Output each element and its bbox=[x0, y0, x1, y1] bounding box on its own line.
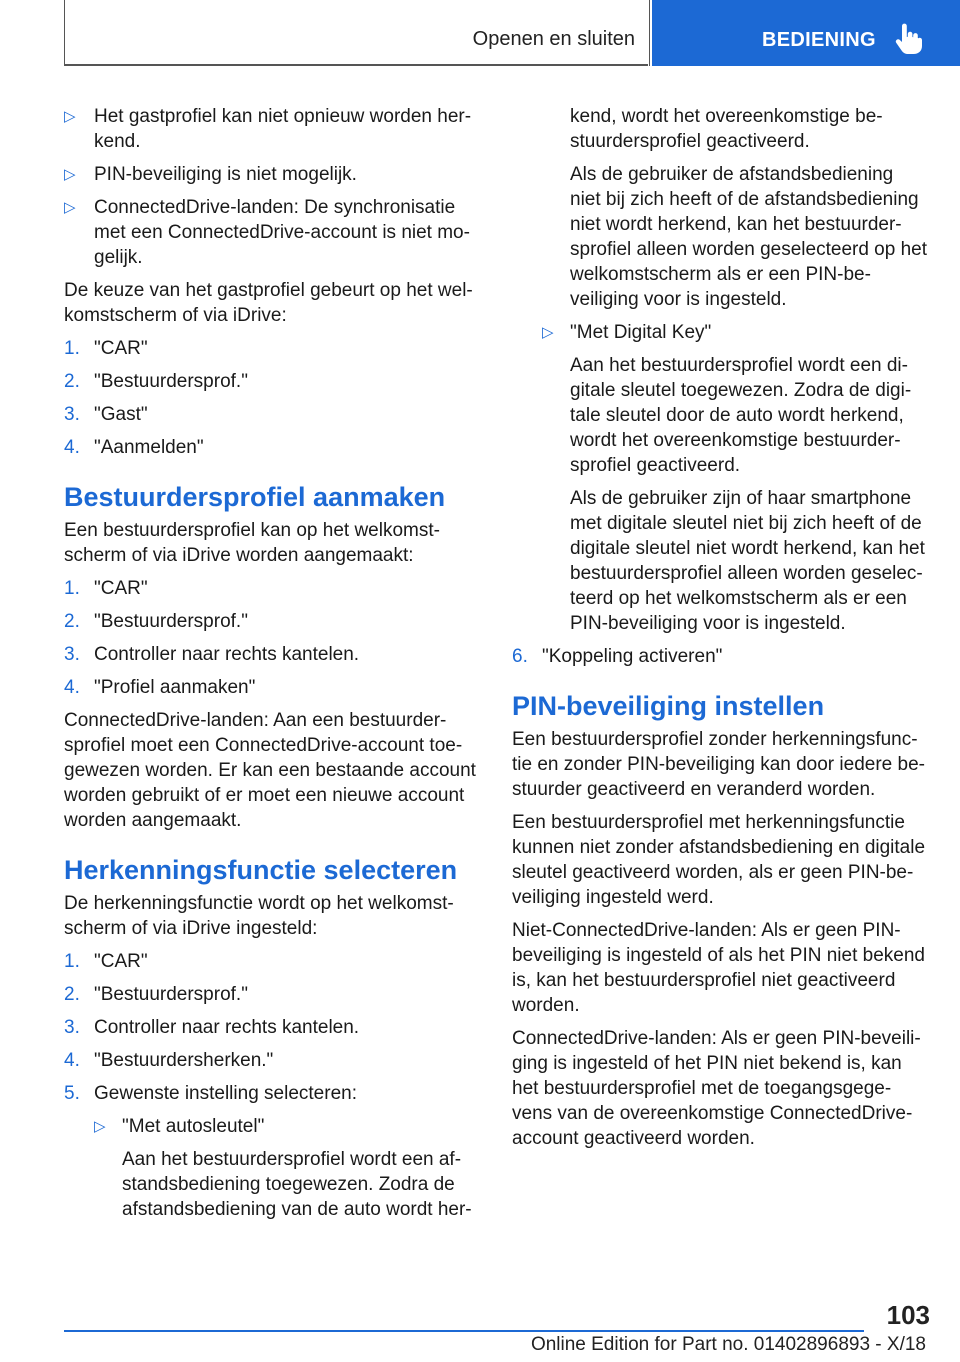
recognition-text: De herkenningsfunctie wordt op het welkomst- scherm of via iDrive ingesteld: bbox=[64, 893, 454, 939]
section-tab bbox=[64, 0, 650, 66]
chapter-title: BEDIENING bbox=[762, 29, 876, 51]
pin-paragraph: Een bestuurdersprofiel zonder herkenningsfunc- tie en zonder PIN-beveiliging kan door iedere be- stuurder geactiveerd en veranderd worden. bbox=[512, 729, 925, 800]
triangle-bullet-icon: ▷ bbox=[64, 166, 76, 183]
step-item: 4. "Bestuurdersherken." bbox=[64, 1050, 274, 1071]
step-item: 1. "CAR" bbox=[64, 338, 148, 359]
triangle-bullet-icon: ▷ bbox=[64, 108, 76, 125]
create-profile-note: ConnectedDrive-landen: Aan een bestuurder- sprofiel moet een ConnectedDrive-account toe- gewezen worden. Er kan een bestaande account worden gebruikt of er moet een nieuwe account worden aangemaakt. bbox=[64, 710, 476, 831]
option-autokey-text: Aan het bestuurdersprofiel wordt een af- standsbediening toegewezen. Zodra de afstandsbediening van de auto wordt her- bbox=[122, 1149, 472, 1220]
edition-note: Online Edition for Part no. 01402896893 - X/18 bbox=[530, 1334, 926, 1355]
step-item: 3. Controller naar rechts kantelen. bbox=[64, 1017, 360, 1038]
section-heading-pin: PIN-beveiliging instellen bbox=[512, 691, 825, 721]
step-item: 2. "Bestuurdersprof." bbox=[64, 984, 248, 1005]
create-profile-text: Een bestuurdersprofiel kan op het welkomst- scherm of via iDrive worden aangemaakt: bbox=[64, 520, 440, 566]
pin-paragraph: Niet-ConnectedDrive-landen: Als er geen PIN- beveiliging is ingesteld of als het PIN niet bekend is, kan het bestuurdersprofiel niet geactiveerd worden. bbox=[512, 920, 925, 1016]
step-item: 4. "Aanmelden" bbox=[64, 437, 204, 458]
section-heading-create-profile: Bestuurdersprofiel aanmaken bbox=[64, 482, 446, 512]
step-item: 3. Controller naar rechts kantelen. bbox=[64, 644, 360, 665]
option-item-autokey: ▷ "Met autosleutel" bbox=[94, 1116, 265, 1137]
list-item: ▷ ConnectedDrive-landen: De synchronisatie met een ConnectedDrive-account is niet mo- gelijk. bbox=[64, 197, 470, 268]
pin-paragraph: Een bestuurdersprofiel met herkenningsfunctie kunnen niet zonder afstandsbediening en digitale sleutel geactiveerd worden, als er geen PIN-be- veiliging ingesteld werd. bbox=[512, 812, 926, 908]
guest-profile-text: De keuze van het gastprofiel gebeurt op het wel- komstscherm of via iDrive: bbox=[64, 280, 473, 326]
triangle-bullet-icon: ▷ bbox=[64, 199, 76, 216]
chapter-tab bbox=[652, 0, 960, 66]
step-item: 2. "Bestuurdersprof." bbox=[64, 371, 248, 392]
autokey-continued: kend, wordt het overeenkomstige be- stuurdersprofiel geactiveerd. bbox=[570, 106, 883, 152]
pin-paragraph: ConnectedDrive-landen: Als er geen PIN-beveili- ging is ingesteld of het PIN niet bekend is, kan het bestuurdersprofiel met de toegangsgege- vens van de overeenkomstige ConnectedDrive- account geactiveerd worden. bbox=[512, 1028, 921, 1149]
hand-pointer-icon bbox=[893, 23, 923, 55]
step-item: 1. "CAR" bbox=[64, 578, 148, 599]
step-item: 2. "Bestuurdersprof." bbox=[64, 611, 248, 632]
triangle-bullet-icon: ▷ bbox=[542, 324, 554, 341]
step-item: 6. "Koppeling activeren" bbox=[512, 646, 723, 667]
step-item: 3. "Gast" bbox=[64, 404, 148, 425]
option-item-digital-key: ▷ "Met Digital Key" bbox=[542, 322, 712, 343]
autokey-note: Als de gebruiker de afstandsbediening niet bij zich heeft of de afstandsbediening niet wordt herkend, kan het bestuurder- sprofiel alleen worden geselecteerd op het welkomstscherm als er een PIN-be- veiliging voor is ingesteld. bbox=[570, 164, 928, 310]
digital-key-text: Aan het bestuurdersprofiel wordt een di- gitale sleutel toegewezen. Zodra de digi- tale sleutel door de auto wordt herkend, wordt het overeenkomstige bestuurder- sprofiel geactiveerd. bbox=[570, 355, 912, 476]
header-rule bbox=[64, 64, 648, 66]
left-column bbox=[64, 104, 480, 1230]
section-heading-recognition: Herkenningsfunctie selecteren bbox=[64, 855, 458, 885]
step-item: 4. "Profiel aanmaken" bbox=[64, 677, 256, 698]
right-column bbox=[512, 104, 928, 1159]
triangle-bullet-icon: ▷ bbox=[94, 1118, 106, 1135]
step-item: 1. "CAR" bbox=[64, 951, 148, 972]
step-item: 5. Gewenste instelling selecteren: bbox=[64, 1083, 357, 1104]
section-title: Openen en sluiten bbox=[472, 28, 635, 50]
list-item: ▷ PIN-beveiliging is niet mogelijk. bbox=[64, 164, 357, 185]
page-number: 103 bbox=[886, 1300, 930, 1330]
footer-rule bbox=[64, 1330, 864, 1332]
list-item: ▷ Het gastprofiel kan niet opnieuw worden her- kend. bbox=[64, 106, 472, 152]
digital-key-note: Als de gebruiker zijn of haar smartphone met digitale sleutel niet bij zich heeft of de digitale sleutel niet wordt herkend, kan het bestuurdersprofiel alleen worden geselec- teerd op het welkomstscherm als er een PIN-beveiliging voor is ingesteld. bbox=[570, 488, 925, 634]
page-header bbox=[0, 0, 960, 66]
